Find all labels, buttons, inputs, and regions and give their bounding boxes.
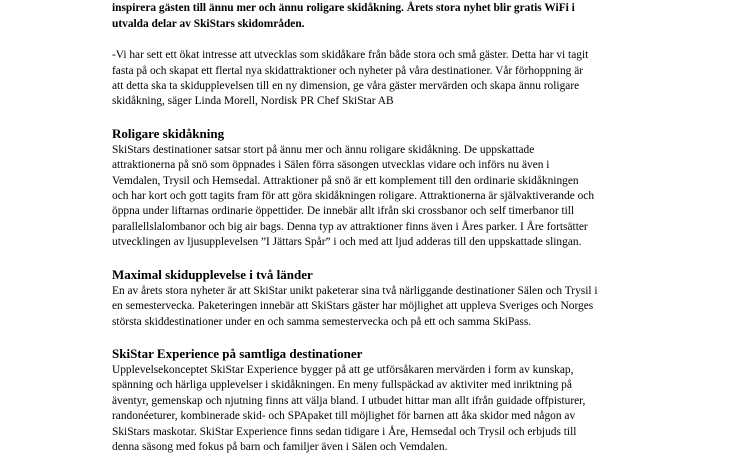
document-page [112,0,632,471]
quote-paragraph: -Vi har sett ett ökat intresse att utvecklas som skidåkare från både stora och små gäster. Detta har vi tagit fasta på och skapat ett flertal nya skidattraktioner och nyheter på våra destinationer. Vår förhoppning är att detta ska ta skidupplevelsen till en ny dimension, ge våra gäster mervärden och skapa ännu roligare skidåkning, säger Linda Morell, Nordisk PR Chef SkiStar AB [112,49,589,108]
intro-paragraph: inspirera gästen till ännu mer och ännu roligare skidåkning. Årets stora nyhet blir gratis WiFi i utvalda delar av SkiStars skidområden. [112,2,575,30]
section-skistar-experience [112,346,632,455]
section-maximal-skidupplevelse [112,267,632,330]
section-body: SkiStars destinationer satsar stort på ännu mer och ännu roligare skidåkning. De uppskattade attraktionerna på snö som öppnades i Sälen förra säsongen utvecklas vidare och införs nu även i Vemdalen, Trysil och Hemsedal. Attraktioner på snö är ett komplement till den ordinarie skidåkningen och har kort och gott tagits fram för att göra skidåkningen roligare. Attraktionerna är självaktiverande och öppna under liftarnas ordinarie öppettider. De innebär allt ifrån ski crossbanor och self timerbanor till parallellslalombanor och big air bags. Denna typ av attraktioner finns även i Åres parker. I Åre fortsätter utvecklingen av ljusupplevelsen ”I Jättars Spår” i och med att ljud adderas till den uppskattade slingan. [112,143,595,249]
section-roligare-skidakning [112,126,632,251]
section-body: Upplevelsekonceptet SkiStar Experience bygger på att ge utförsåkaren mervärden i form av kunskap, spänning och härliga upplevelser i skidåkningen. En meny fullspäckad av aktiviter med inriktning på äventyr, gemenskap och njutning finns att välja bland. I utbudet hittar man allt ifrån guidade offpisturer, randonéeturer, kombinerade skid- och SPApaket till möjlighet för barnen att åka skidor med någon av SkiStars maskotar. SkiStar Experience finns sedan tidigare i Åre, Hemsedal och Trysil och erbjuds till denna säsong med fokus på barn och familjer även i Sälen och Vemdalen. [112,363,586,453]
section-heading: SkiStar Experience på samtliga destinationer [112,345,363,361]
section-heading: Roligare skidåkning [112,125,225,141]
section-body: En av årets stora nyheter är att SkiStar unikt paketerar sina två närliggande destinationer Sälen och Trysil i en semestervecka. Paketeringen innebär att SkiStars gäster har möjlighet att uppleva Sveriges och Norges största skiddestinationer under en och samma semestervecka och på ett och samma SkiPass. [112,284,598,328]
section-heading: Maximal skidupplevelse i två länder [112,266,313,282]
